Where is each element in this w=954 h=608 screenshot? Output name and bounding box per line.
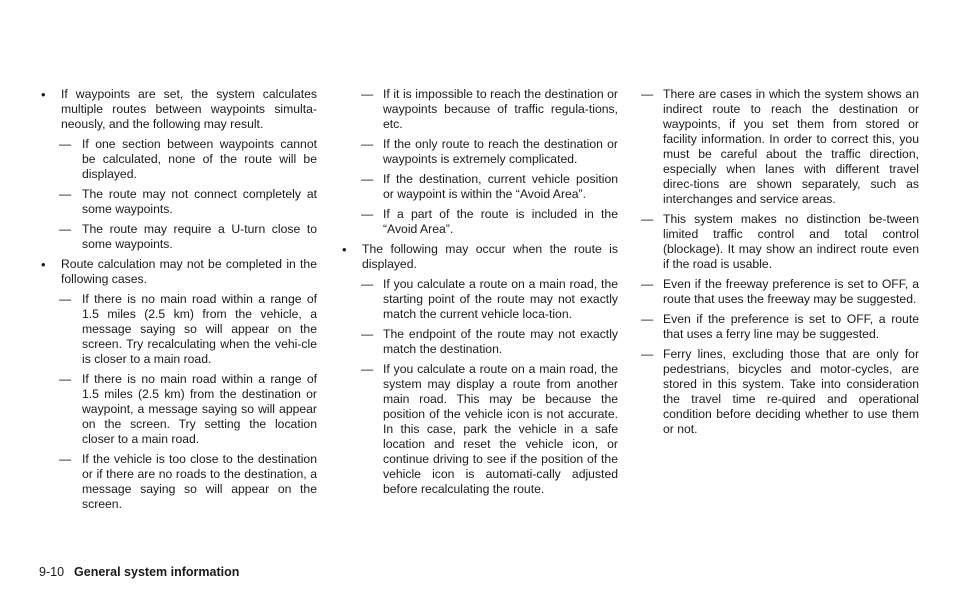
bullet-route-calculation: • Route calculation may not be completed in the following cases. <box>39 257 317 287</box>
dash-item: — If the only route to reach the destination or waypoints is extremely complicated. <box>340 137 618 167</box>
dash-item: — The endpoint of the route may not exactly match the destination. <box>340 327 618 357</box>
dash-item: — The route may not connect completely at some waypoints. <box>39 187 317 217</box>
bullet-route-displayed: • The following may occur when the route is displayed. <box>340 242 618 272</box>
page-footer <box>39 564 239 580</box>
dash-item: — If you calculate a route on a main road, the starting point of the route may not exactly match the current vehicle loca-tion. <box>340 277 618 322</box>
dash-item: — The route may require a U-turn close to some waypoints. <box>39 222 317 252</box>
dash-item: — If it is impossible to reach the destination or waypoints because of traffic regula-tions, etc. <box>340 87 618 132</box>
dash-item: — Even if the preference is set to OFF, a route that uses a ferry line may be suggested. <box>641 312 919 342</box>
section-title: General system information <box>74 565 240 579</box>
dash-item: — If a part of the route is included in the “Avoid Area”. <box>340 207 618 237</box>
dash-item: — If one section between waypoints cannot be calculated, none of the route will be displayed. <box>39 137 317 182</box>
dash-item: — If there is no main road within a range of 1.5 miles (2.5 km) from the destination or waypoint, a message saying so will appear on the screen. Try setting the location closer to a main road. <box>39 372 317 447</box>
page-number: 9-10 <box>39 565 65 579</box>
text-column-2 <box>340 87 618 502</box>
dash-item: — Ferry lines, excluding those that are only for pedestrians, bicycles and motor-cycles, are stored in this system. Take into consideration the travel time re-quired and operational condition before deciding whether to use them or not. <box>641 347 919 437</box>
dash-item: — This system makes no distinction be-tween limited traffic control and total control (blockage). It may show an indirect route even if the road is usable. <box>641 212 919 272</box>
bullet-waypoints: • If waypoints are set, the system calculates multiple routes between waypoints simulta-neously, and the following may result. <box>39 87 317 132</box>
text-column-1 <box>39 87 317 517</box>
text-column-3 <box>641 87 919 442</box>
dash-item: — If the destination, current vehicle position or waypoint is within the “Avoid Area”. <box>340 172 618 202</box>
dash-item: — There are cases in which the system shows an indirect route to reach the destination or waypoints, if you set them from stored or facility information. In order to correct this, you must be careful about the traffic direction, especially when lanes with different travel direc-tions are shown separately, such as interchanges and service areas. <box>641 87 919 207</box>
dash-item: — If you calculate a route on a main road, the system may display a route from another main road. This may be because the position of the vehicle icon is not accurate. In this case, park the vehicle in a safe location and reset the vehicle icon, or continue driving to see if the position of the vehicle icon is automati-cally adjusted before recalculating the route. <box>340 362 618 497</box>
dash-item: — Even if the freeway preference is set to OFF, a route that uses the freeway may be suggested. <box>641 277 919 307</box>
dash-item: — If there is no main road within a range of 1.5 miles (2.5 km) from the vehicle, a message saying so will appear on the screen. Try recalculating when the vehi-cle is closer to a main road. <box>39 292 317 367</box>
dash-item: — If the vehicle is too close to the destination or if there are no roads to the destination, a message saying so will appear on the screen. <box>39 452 317 512</box>
